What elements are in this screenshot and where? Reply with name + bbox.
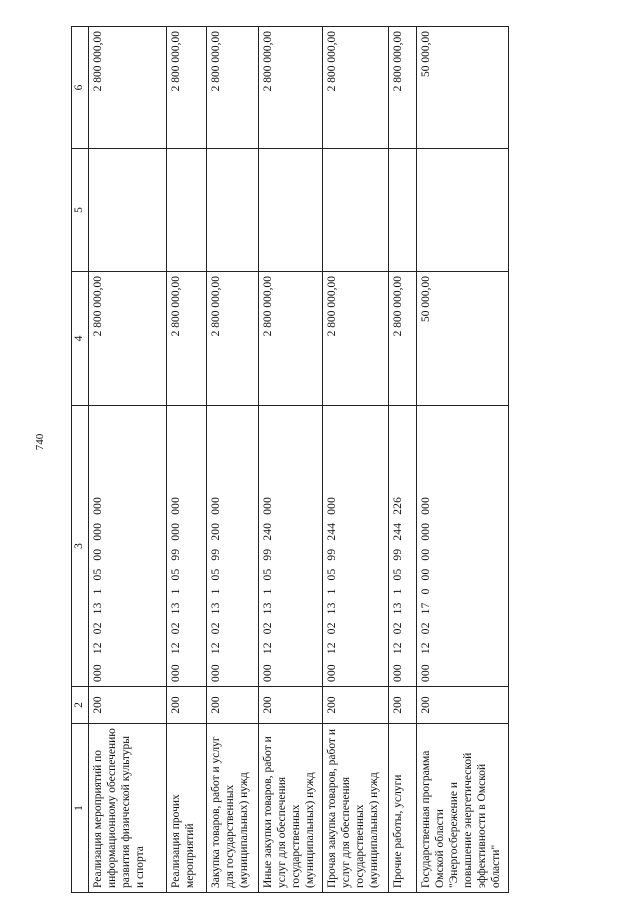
row-amount-col-5 <box>207 149 259 272</box>
kbk-part: 1 <box>92 588 104 595</box>
kbk-part: 000 <box>92 664 104 682</box>
row-name: Закупка товаров, работ и услуг для государственных (муниципальных) нужд <box>207 724 259 893</box>
kbk-part: 05 <box>92 568 104 581</box>
kbk-part: 200 <box>210 522 222 541</box>
table-row <box>207 27 259 893</box>
kbk-part: 000 <box>210 664 222 682</box>
kbk-part: 02 <box>420 622 432 635</box>
row-amount-col-4: 2 800 000,00 <box>323 272 389 406</box>
header-col-2: 2 <box>72 687 89 724</box>
row-kbk <box>417 406 509 687</box>
row-amount-col-6: 2 800 000,00 <box>207 27 259 149</box>
kbk-part: 1 <box>170 588 182 595</box>
row-name: Государственная программа Омской области "Энергосбережение и повышение энергетической эффективности в Омской области" <box>417 724 509 893</box>
row-amount-col-5 <box>417 149 509 272</box>
row-code: 200 <box>167 687 207 724</box>
kbk-part: 17 <box>420 602 432 615</box>
kbk-part: 12 <box>392 642 404 655</box>
kbk-part: 000 <box>326 496 338 515</box>
row-amount-col-6: 2 800 000,00 <box>389 27 417 149</box>
kbk-part: 12 <box>170 642 182 655</box>
row-kbk <box>167 406 207 687</box>
kbk-part: 99 <box>170 548 182 561</box>
kbk-part: 000 <box>170 664 182 682</box>
row-amount-col-5 <box>89 149 167 272</box>
kbk-part: 13 <box>326 602 338 615</box>
row-amount-col-5 <box>167 149 207 272</box>
kbk-part: 244 <box>392 522 404 541</box>
kbk-part: 05 <box>326 568 338 581</box>
table-row <box>167 27 207 893</box>
header-col-4: 4 <box>72 272 89 406</box>
row-amount-col-5 <box>323 149 389 272</box>
row-kbk <box>89 406 167 687</box>
row-name: Реализация прочих мероприятий <box>167 724 207 893</box>
row-amount-col-6: 2 800 000,00 <box>259 27 323 149</box>
kbk-part: 000 <box>92 496 104 515</box>
kbk-part: 000 <box>420 496 432 515</box>
table-body <box>89 27 509 893</box>
kbk-part: 99 <box>326 548 338 561</box>
row-amount-col-4: 2 800 000,00 <box>89 272 167 406</box>
row-kbk <box>207 406 259 687</box>
kbk-part: 02 <box>170 622 182 635</box>
kbk-part: 000 <box>170 522 182 541</box>
row-amount-col-5 <box>259 149 323 272</box>
kbk-part: 1 <box>262 588 274 595</box>
kbk-part: 13 <box>170 602 182 615</box>
row-name: Иные закупки товаров, работ и услуг для обеспечения государственных (муниципальных) нужд <box>259 724 323 893</box>
row-amount-col-4: 50 000,00 <box>417 272 509 406</box>
kbk-part: 000 <box>420 664 432 682</box>
row-name: Прочие работы, услуги <box>389 724 417 893</box>
row-code: 200 <box>259 687 323 724</box>
row-amount-col-6: 2 800 000,00 <box>167 27 207 149</box>
kbk-part: 0 <box>420 588 432 595</box>
row-code: 200 <box>323 687 389 724</box>
header-col-6: 6 <box>72 27 89 149</box>
row-amount-col-4: 2 800 000,00 <box>207 272 259 406</box>
kbk-part: 226 <box>392 496 404 515</box>
kbk-part: 000 <box>392 664 404 682</box>
row-kbk <box>389 406 417 687</box>
kbk-part: 12 <box>262 642 274 655</box>
kbk-part: 1 <box>326 588 338 595</box>
header-col-1: 1 <box>72 724 89 893</box>
kbk-part: 05 <box>392 568 404 581</box>
kbk-part: 02 <box>326 622 338 635</box>
table-row <box>389 27 417 893</box>
kbk-part: 13 <box>210 602 222 615</box>
kbk-part: 99 <box>262 548 274 561</box>
row-amount-col-6: 50 000,00 <box>417 27 509 149</box>
row-amount-col-6: 2 800 000,00 <box>89 27 167 149</box>
row-code: 200 <box>207 687 259 724</box>
row-name: Прочая закупка товаров, работ и услуг для обеспечения государственных (муниципальных) нужд <box>323 724 389 893</box>
table-row <box>89 27 167 893</box>
row-code: 200 <box>89 687 167 724</box>
kbk-part: 000 <box>262 496 274 515</box>
kbk-part: 000 <box>262 664 274 682</box>
row-kbk <box>259 406 323 687</box>
kbk-part: 12 <box>92 642 104 655</box>
kbk-part: 000 <box>420 522 432 541</box>
kbk-part: 02 <box>92 622 104 635</box>
kbk-part: 02 <box>262 622 274 635</box>
kbk-part: 12 <box>210 642 222 655</box>
header-col-3: 3 <box>72 406 89 687</box>
table-row <box>323 27 389 893</box>
kbk-part: 00 <box>420 548 432 561</box>
header-col-5: 5 <box>72 149 89 272</box>
rotated-table-frame <box>71 27 521 893</box>
kbk-part: 02 <box>392 622 404 635</box>
kbk-part: 000 <box>170 496 182 515</box>
kbk-part: 00 <box>92 548 104 561</box>
kbk-part: 13 <box>392 602 404 615</box>
row-code: 200 <box>389 687 417 724</box>
row-amount-col-4: 2 800 000,00 <box>259 272 323 406</box>
kbk-part: 99 <box>210 548 222 561</box>
budget-table <box>71 26 509 893</box>
kbk-part: 05 <box>210 568 222 581</box>
kbk-part: 13 <box>262 602 274 615</box>
kbk-part: 13 <box>92 602 104 615</box>
page-number: 740 <box>34 433 46 451</box>
kbk-part: 240 <box>262 522 274 541</box>
kbk-part: 000 <box>92 522 104 541</box>
kbk-part: 244 <box>326 522 338 541</box>
table-row <box>259 27 323 893</box>
kbk-part: 12 <box>326 642 338 655</box>
kbk-part: 05 <box>170 568 182 581</box>
row-amount-col-6: 2 800 000,00 <box>323 27 389 149</box>
row-kbk <box>323 406 389 687</box>
kbk-part: 02 <box>210 622 222 635</box>
kbk-part: 05 <box>262 568 274 581</box>
row-code: 200 <box>417 687 509 724</box>
kbk-part: 00 <box>420 568 432 581</box>
kbk-part: 99 <box>392 548 404 561</box>
table-row <box>417 27 509 893</box>
header-row <box>72 27 89 893</box>
kbk-part: 1 <box>392 588 404 595</box>
row-name: Реализация мероприятий по информационному обеспечению развития физической культуры и спорта <box>89 724 167 893</box>
kbk-part: 12 <box>420 642 432 655</box>
row-amount-col-4: 2 800 000,00 <box>167 272 207 406</box>
kbk-part: 000 <box>326 664 338 682</box>
row-amount-col-5 <box>389 149 417 272</box>
row-amount-col-4: 2 800 000,00 <box>389 272 417 406</box>
kbk-part: 000 <box>210 496 222 515</box>
kbk-part: 1 <box>210 588 222 595</box>
